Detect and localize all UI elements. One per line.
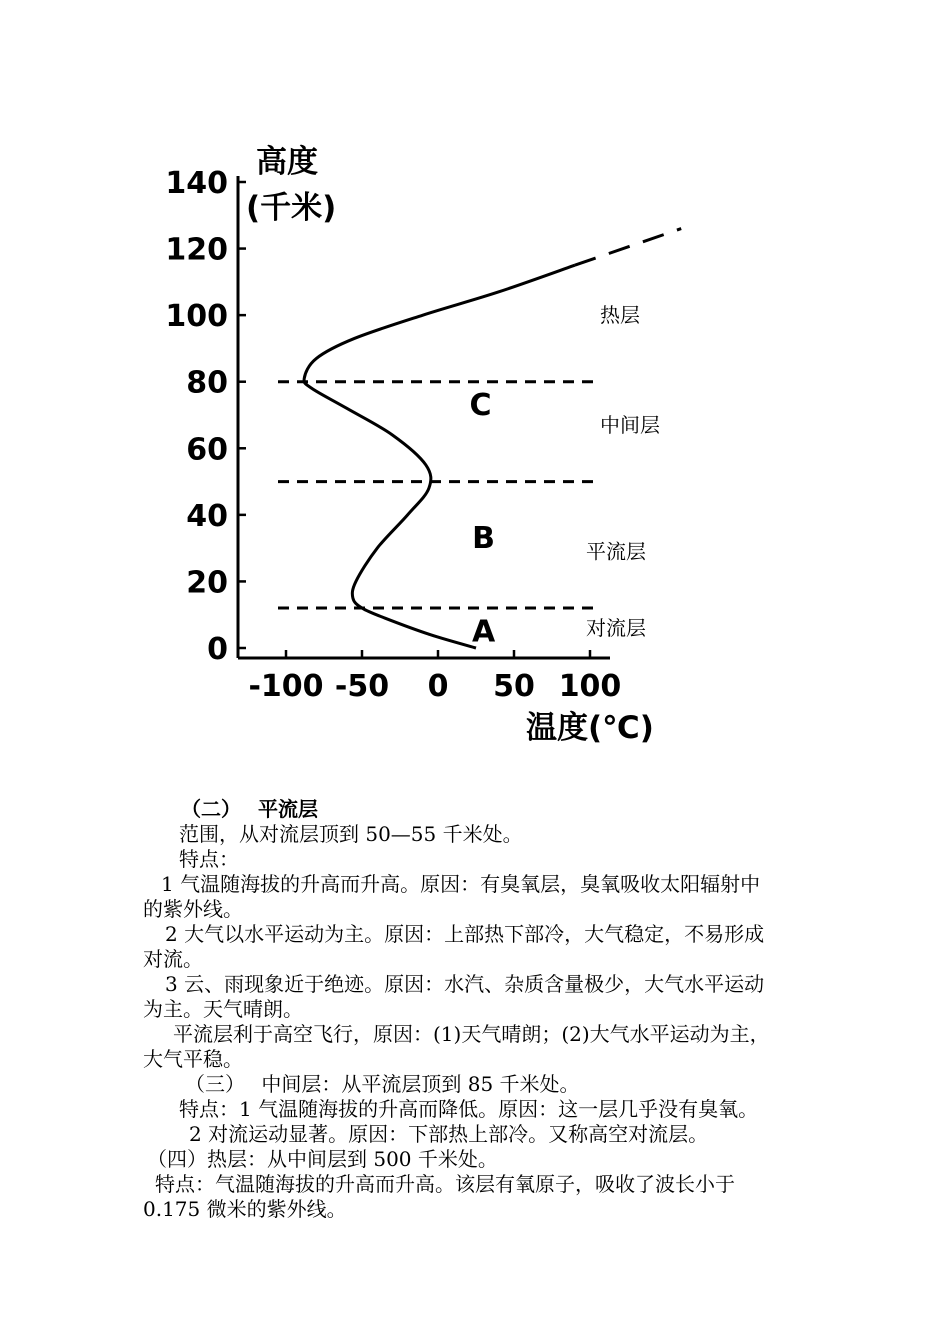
text-line: 范围，从对流层顶到 50—55 千米处。 (179, 822, 523, 846)
temperature-curve-dashed (575, 229, 681, 266)
chart-axes (238, 176, 610, 658)
y-tick-label: 100 (165, 299, 228, 335)
x-tick-label: -100 (248, 669, 324, 704)
text-line: 平流层利于高空飞行，原因：(1)天气晴朗；(2)大气水平运动为主， (173, 1022, 770, 1046)
region-label: A (471, 614, 496, 650)
y-tick-label: 0 (207, 632, 228, 667)
layer-name-label: 平流层 (586, 539, 646, 564)
temperature-curve-solid (304, 265, 575, 648)
text-line: 特点：气温随海拔的升高而升高。该层有氧原子，吸收了波长小于 (155, 1172, 735, 1196)
section-heading-stratosphere: （二） 平流层 (181, 797, 318, 821)
text-line: 3 云、雨现象近于绝迹。原因：水汽、杂质含量极少，大气水平运动 (165, 972, 765, 996)
text-line: 2 对流运动显著。原因：下部热上部冷。又称高空对流层。 (189, 1122, 709, 1146)
text-line: 对流。 (143, 947, 203, 971)
layer-name-label: 热层 (600, 303, 640, 328)
y-tick-label: 120 (165, 232, 228, 268)
y-axis-title-line2: (千米) (246, 190, 337, 226)
x-tick-label: 50 (493, 669, 535, 704)
layer-boundaries (278, 382, 595, 608)
atmosphere-temperature-chart (160, 140, 700, 760)
y-tick-label: 60 (186, 432, 228, 468)
text-line: 大气平稳。 (143, 1047, 243, 1071)
text-line: 特点：1 气温随海拔的升高而降低。原因：这一层几乎没有臭氧。 (179, 1097, 759, 1121)
y-tick-label: 80 (186, 365, 228, 401)
x-axis-title: 温度(℃) (526, 710, 654, 746)
text-line: 1 气温随海拔的升高而升高。原因：有臭氧层，臭氧吸收太阳辐射中 (161, 872, 761, 896)
x-tick-label: 100 (558, 669, 622, 704)
x-tick-label: -50 (334, 669, 390, 704)
layer-name-label: 中间层 (600, 412, 660, 437)
text-line: 2 大气以水平运动为主。原因：上部热下部冷，大气稳定，不易形成 (165, 922, 765, 946)
text-line: 0.175 微米的紫外线。 (143, 1197, 347, 1221)
text-line: 特点： (179, 847, 239, 871)
layer-name-label: 对流层 (586, 616, 646, 641)
section-heading-mesosphere: （三） 中间层：从平流层顶到 85 千米处。 (185, 1072, 580, 1096)
text-line: 的紫外线。 (143, 897, 243, 921)
y-tick-label: 140 (165, 166, 228, 201)
region-label: B (472, 521, 496, 557)
text-line: 为主。天气晴朗。 (143, 997, 303, 1021)
y-axis-ticks (165, 166, 246, 667)
stratosphere-notes (143, 797, 823, 1222)
region-label: C (469, 388, 492, 424)
temperature-profile (304, 229, 681, 648)
region-labels (470, 388, 496, 649)
layer-names (586, 303, 660, 640)
section-heading-thermosphere: （四）热层：从中间层到 500 千米处。 (147, 1147, 498, 1171)
x-tick-label: 0 (427, 669, 449, 704)
y-axis-title-line1: 高度 (256, 144, 318, 180)
y-tick-label: 40 (186, 498, 228, 534)
y-tick-label: 20 (186, 565, 228, 601)
